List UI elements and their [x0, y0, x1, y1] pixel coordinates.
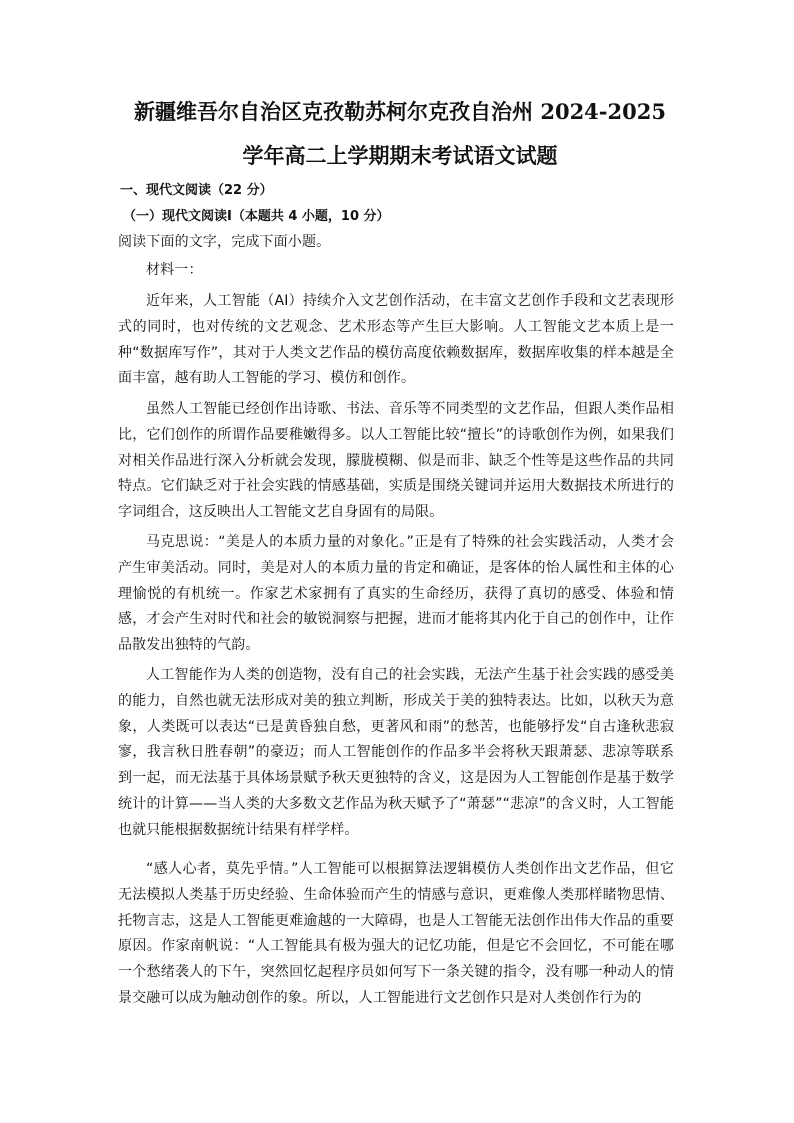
subsection-heading: （一）现代文阅读Ⅰ（本题共 4 小题，10 分） — [123, 209, 390, 224]
instruction-text: 阅读下面的文字，完成下面小题。 — [118, 234, 331, 250]
paragraph-5: “感人心者，莫先乎情。”人工智能可以根据算法逻辑模仿人类创作出文艺作品，但它无法模拟人类基于历史经验、生命体验而产生的情感与意识，更难像人类那样睹物思情、托物言志，这是人工智能更难逾越的一大障碍，也是人工智能无法创作出伟大作品的重要原因。作家南帆说：“人工智能具有极为强大的记忆功能，但是它不会回忆，不可能在哪一个愁绪袭人的下午，突然回忆起程序员如何写下一条关键的指令，没有哪一种动人的情景交融可以成为触动创作的象。所以，人工智能进行文艺创作只是对人类创作行为的 — [118, 861, 674, 1006]
document-title-line-1: 新疆维吾尔自治区克孜勒苏柯尔克孜自治州 2024-2025 — [134, 99, 666, 124]
paragraph-3: 马克思说：“美是人的本质力量的对象化。”正是有了特殊的社会实践活动，人类才会产生审美活动。同时，美是对人的本质力量的肯定和确证，是客体的怡人属性和主体的心理愉悦的有机统一。作家艺术家拥有了真实的生命经历，获得了真切的感受、体验和情感，才会产生对时代和社会的敏锐洞察与把握，进而才能将其内化于自己的创作中，让作品散发出独特的气韵。 — [118, 534, 674, 654]
material-label: 材料一： — [146, 262, 203, 278]
paragraph-4: 人工智能作为人类的创造物，没有自己的社会实践，无法产生基于社会实践的感受美的能力，自然也就无法形成对美的独立判断，形成关于美的独特表达。比如，以秋天为意象，人类既可以表达“已是黄昏独自愁，更著风和雨”的愁苦，也能够抒发“自古逢秋悲寂寥，我言秋日胜春朝”的豪迈；而人工智能创作的作品多半会将秋天跟萧瑟、悲凉等联系到一起，而无法基于具体场景赋予秋天更独特的含义，这是因为人工智能创作是基于数学统计的计算——当人类的大多数文艺作品为秋天赋予了“萧瑟”“悲凉”的含义时，人工智能也就只能根据数据统计结果有样学样。 — [118, 667, 674, 838]
document-title-line-2: 学年高二上学期期末考试语文试题 — [242, 143, 558, 168]
paragraph-2: 虽然人工智能已经创作出诗歌、书法、音乐等不同类型的文艺作品，但跟人类作品相比，它们创作的所谓作品要稚嫩得多。以人工智能比较“擅长”的诗歌创作为例，如果我们对相关作品进行深入分析就会发现，朦胧模糊、似是而非、缺乏个性等是这些作品的共同特点。它们缺乏对于社会实践的情感基础，实质是围绕关键词并运用大数据技术所进行的字词组合，这反映出人工智能文艺自身固有的局限。 — [118, 401, 674, 521]
section-heading: 一、现代文阅读（22 分） — [120, 183, 273, 198]
paragraph-1: 近年来，人工智能（AI）持续介入文艺创作活动，在丰富文艺创作手段和文艺表现形式的同时，也对传统的文艺观念、艺术形态等产生巨大影响。人工智能文艺本质上是一种“数据库写作”，其对于人类文艺作品的模仿高度依赖数据库，数据库收集的样本越是全面丰富，越有助人工智能的学习、模仿和创作。 — [118, 293, 674, 387]
